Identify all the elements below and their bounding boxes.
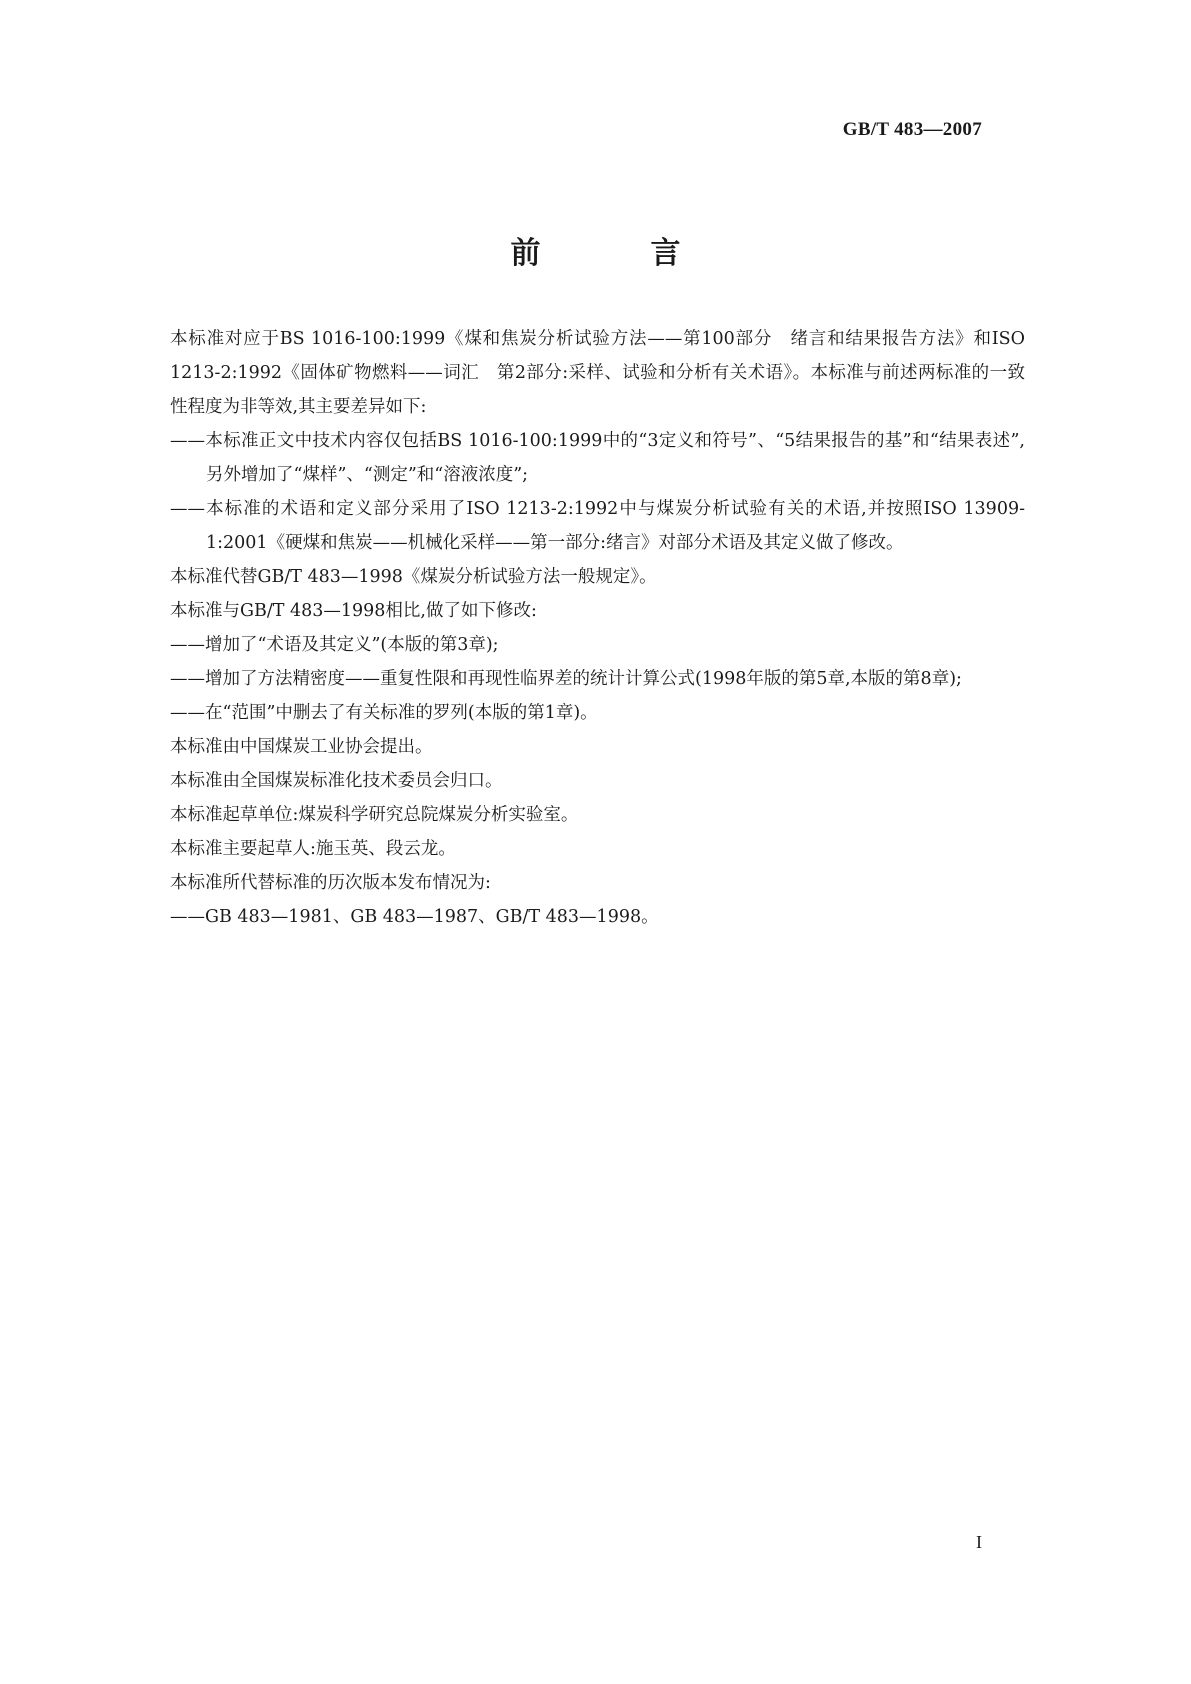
- paragraph: 本标准对应于BS 1016-100:1999《煤和焦炭分析试验方法——第100部分 绪言和结果报告方法》和ISO 1213-2:1992《固体矿物燃料——词汇 第2部分:采样、试验和分析有关术语》。本标准与前述两标准的一致性程度为非等效,其主要差异如下:: [170, 329, 1025, 417]
- paragraph: 本标准主要起草人:施玉英、段云龙。: [170, 839, 456, 859]
- paragraph: 本标准与GB/T 483—1998相比,做了如下修改:: [170, 601, 537, 621]
- paragraph: 本标准起草单位:煤炭科学研究总院煤炭分析实验室。: [170, 805, 579, 825]
- paragraph: 本标准由全国煤炭标准化技术委员会归口。: [170, 771, 503, 791]
- page-title: 前 言: [510, 236, 721, 271]
- page-number: I: [976, 1532, 982, 1552]
- paragraph: 本标准所代替标准的历次版本发布情况为:: [170, 873, 491, 893]
- foreword-body: [170, 322, 1025, 934]
- list-item: ——本标准正文中技术内容仅包括BS 1016-100:1999中的“3定义和符号”、“5结果报告的基”和“结果表述”,另外增加了“煤样”、“测定”和“溶液浓度”;: [170, 431, 1025, 485]
- paragraph: 本标准由中国煤炭工业协会提出。: [170, 737, 433, 757]
- standard-code: GB/T 483—2007: [842, 119, 982, 140]
- list-item: ——GB 483—1981、GB 483—1987、GB/T 483—1998。: [170, 907, 659, 927]
- list-item: ——本标准的术语和定义部分采用了ISO 1213-2:1992中与煤炭分析试验有关的术语,并按照ISO 13909-1:2001《硬煤和焦炭——机械化采样——第一部分:绪言》对部分术语及其定义做了修改。: [170, 499, 1025, 553]
- list-item: ——增加了方法精密度——重复性限和再现性临界差的统计计算公式(1998年版的第5章,本版的第8章);: [170, 669, 962, 689]
- list-item: ——增加了“术语及其定义”(本版的第3章);: [170, 635, 499, 655]
- list-item: ——在“范围”中删去了有关标准的罗列(本版的第1章)。: [170, 703, 598, 723]
- paragraph: 本标准代替GB/T 483—1998《煤炭分析试验方法一般规定》。: [170, 567, 657, 587]
